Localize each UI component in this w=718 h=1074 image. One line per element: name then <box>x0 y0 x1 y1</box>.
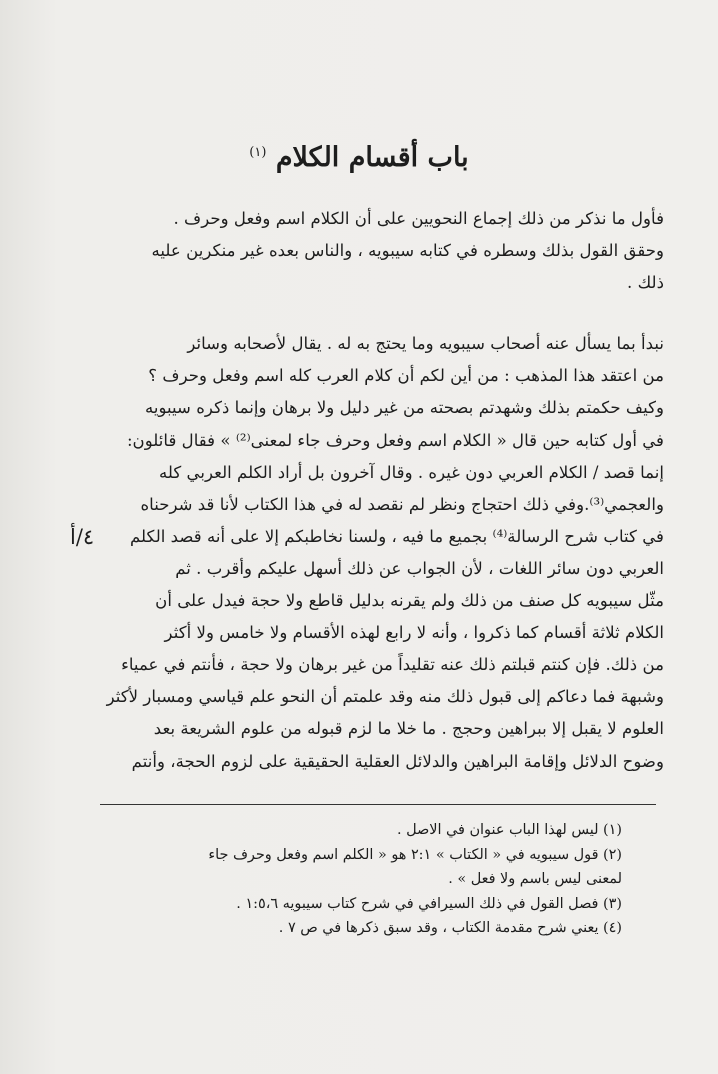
paragraph-gap <box>100 299 664 328</box>
body-line: وضوح الدلائل وإقامة البراهين والدلائل العقلية الحقيقية على لزوم الحجة، وأنتم <box>131 751 664 771</box>
footnote: (١) ليس لهذا الباب عنوان في الاصل . <box>397 822 622 838</box>
body-line: إنما قصد / الكلام العربي دون غيره . وقال آخرون بل أراد الكلم العربي كله <box>158 462 664 482</box>
chapter-title-text: باب أقسام الكلام <box>275 142 469 173</box>
body-line: وشبهة فما دعاكم إلى قبول ذلك منه وقد علمتم أن النحو علم قياسي ومسبار لأكثر <box>106 687 664 707</box>
body-line: فأول ما نذكر من ذلك إجماع النحويين على أن الكلام اسم وفعل وحرف . <box>173 209 664 228</box>
chapter-title <box>0 142 718 173</box>
body-line: في كتاب شرح الرسالة⁽⁴⁾ بجميع ما فيه ، ولسنا نخاطبكم إلا على أنه قصد الكلم <box>130 526 664 546</box>
body-line: في أول كتابه حين قال « الكلام اسم وفعل وحرف جاء لمعنى⁽²⁾ » فقال قائلون: <box>126 430 664 450</box>
footnote: لمعنى ليس باسم ولا فعل » . <box>448 871 622 887</box>
body-line: وكيف حكمتم بذلك وشهدتم بصحته من غير دليل ولا برهان وإنما ذكره سيبويه <box>144 398 664 418</box>
footnote: (٢) قول سيبويه في « الكتاب » ٢:١ هو « الكلم اسم وفعل وحرف جاء <box>208 846 622 863</box>
body-line: ذلك . <box>627 273 664 293</box>
body-line: العلوم لا يقبل إلا ببراهين وحجج . ما خلا ما لزم قبوله من علوم الشريعة بعد <box>153 719 664 739</box>
footnote: (٤) يعني شرح مقدمة الكتاب ، وقد سبق ذكرها في ص ٧ . <box>278 920 622 936</box>
body-line: من ذلك. فإن كنتم قبلتم ذلك عنه تقليداً من غير برهان ولا حجة ، فأنتم في عمياء <box>121 655 664 675</box>
body-line: الكلام ثلاثة أقسام كما ذكروا ، وأنه لا رابع لهذه الأقسام ولا خامس ولا أكثر <box>164 623 664 643</box>
body-line: من اعتقد هذا المذهب : من أين لكم أن كلام العرب كله اسم وفعل وحرف ؟ <box>148 366 664 386</box>
body-text <box>100 203 664 778</box>
body-line: مثّل سيبويه كل صنف من ذلك ولم يقرنه بدليل قاطع ولا حجة فيدل على أن <box>155 591 664 611</box>
body-line: والعجمي⁽³⁾.وفي ذلك احتجاج ونظر لم نقصد له في هذا الكتاب لأنا قد شرحناه <box>140 494 664 514</box>
chapter-title-footnote-ref: (١) <box>249 145 267 160</box>
footnotes <box>100 818 622 941</box>
footnote-divider <box>100 804 656 805</box>
footnote: (٣) فصل القول في ذلك السيرافي في شرح كتاب سيبويه ١:٥،٦ . <box>236 895 622 912</box>
body-line: وحقق القول بذلك وسطره في كتابه سيبويه ، والناس بعده غير منكرين عليه <box>151 241 664 261</box>
body-line: نبدأ بما يسأل عنه أصحاب سيبويه وما يحتج به له . يقال لأصحابه وسائر <box>187 334 664 354</box>
manuscript-folio-note: ٤/أ <box>70 525 95 549</box>
body-line: العربي دون سائر اللغات ، لأن الجواب عن ذلك أسهل عليكم وأقرب . ثم <box>175 558 664 578</box>
